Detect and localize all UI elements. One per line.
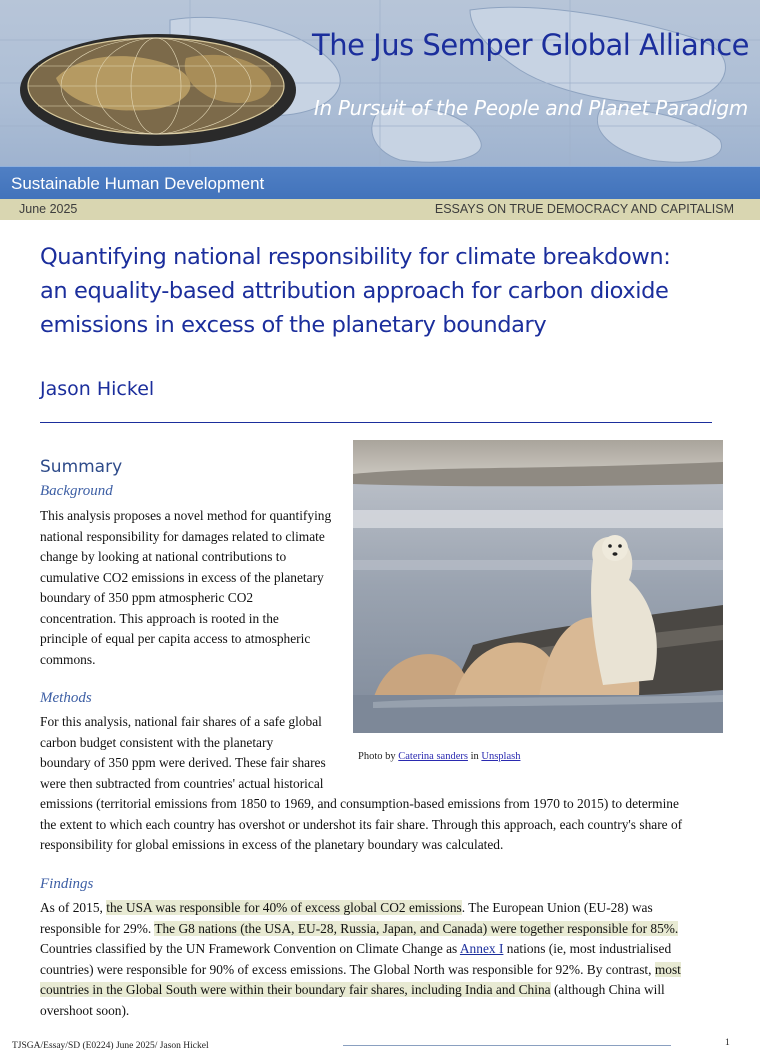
- header-banner: [0, 0, 760, 166]
- text-line: boundary of 350 ppm were derived. These fair shares: [40, 755, 326, 770]
- footer-reference: TJSGA/Essay/SD (E0224) June 2025/ Jason Hickel: [12, 1041, 209, 1051]
- text-line: cumulative CO2 emissions in excess of the planetary: [40, 569, 324, 585]
- text-line: This analysis proposes a novel method for quantifying: [40, 508, 332, 523]
- highlighted-text: The G8 nations (the USA, EU-28, Russia, Japan, and Canada) were together responsible for 85%.: [154, 920, 679, 936]
- organization-name: The Jus Semper Global Alliance: [312, 28, 749, 62]
- caption-mid: in: [467, 751, 482, 762]
- text-line: commons.: [40, 651, 96, 667]
- footer-divider: [343, 1045, 671, 1046]
- text-line: national responsibility for damages related to climate: [40, 528, 325, 544]
- text-run: Countries classified by the UN Framework Convention on Climate Change as: [40, 941, 460, 956]
- organization-tagline: In Pursuit of the People and Planet Paradigm: [313, 96, 748, 120]
- text-run: (although China will: [550, 982, 665, 997]
- text-run: nations (ie, most industrialised: [503, 941, 672, 956]
- text-line: [40, 980, 681, 1001]
- text-line: For this analysis, national fair shares of a safe global: [40, 714, 322, 729]
- text-line: [40, 898, 681, 919]
- text-run: countries) were responsible for 90% of excess emissions. The Global North was responsible for 92%. By contrast,: [40, 961, 655, 977]
- text-run: As of 2015,: [40, 900, 107, 915]
- text-line: change by looking at national contributions to: [40, 549, 287, 564]
- section-label: Sustainable Human Development: [11, 174, 265, 193]
- highlighted-text: most: [654, 961, 681, 977]
- findings-heading: Findings: [40, 876, 94, 892]
- text-line: [40, 919, 681, 940]
- text-line: responsibility for global emissions in excess of the planetary boundary was calculated.: [40, 837, 504, 852]
- series-label: ESSAYS ON TRUE DEMOCRACY AND CAPITALISM: [434, 202, 734, 216]
- globe-logo: [16, 18, 316, 158]
- section-bar: [0, 166, 760, 200]
- photographer-link[interactable]: Caterina sanders: [398, 751, 468, 762]
- text-run: . The European Union (EU-28) was: [461, 900, 653, 915]
- methods-paragraph: [40, 712, 682, 856]
- caption-prefix: Photo by: [358, 751, 399, 762]
- text-line: emissions (territorial emissions from 1850 to 1969, and consumption-based emissions from 1970 to 2015) to determine: [40, 796, 679, 811]
- highlighted-text: the USA was responsible for 40% of excess global CO2 emissions: [106, 900, 462, 915]
- text-line: principle of equal per capita access to atmospheric: [40, 631, 311, 646]
- title-line: an equality-based attribution approach for carbon dioxide: [40, 278, 669, 304]
- background-paragraph: [40, 506, 331, 670]
- article-title: [40, 240, 740, 342]
- text-line: were then subtracted from countries' actual historical: [40, 775, 324, 791]
- title-divider: [40, 422, 712, 423]
- background-heading: Background: [40, 483, 113, 499]
- findings-paragraph: [40, 898, 681, 1021]
- methods-heading: Methods: [40, 690, 92, 706]
- title-line: emissions in excess of the planetary boundary: [40, 312, 547, 338]
- annex-i-link[interactable]: Annex I: [459, 941, 504, 956]
- text-line: [40, 939, 681, 960]
- text-run: responsible for 29%.: [40, 920, 155, 936]
- issue-date: June 2025: [19, 202, 78, 216]
- highlighted-text: countries in the Global South were within their boundary fair shares, including India and China: [40, 982, 551, 997]
- unsplash-link[interactable]: Unsplash: [481, 751, 521, 762]
- text-line: [40, 960, 681, 981]
- text-line: concentration. This approach is rooted in the: [40, 610, 279, 626]
- page-number: 1: [725, 1038, 730, 1048]
- text-line: boundary of 350 ppm atmospheric CO2: [40, 590, 254, 605]
- article-author: Jason Hickel: [40, 378, 155, 400]
- title-line: Quantifying national responsibility for climate breakdown:: [40, 244, 671, 270]
- summary-heading: Summary: [40, 457, 123, 477]
- date-bar: [0, 199, 760, 220]
- text-line: carbon budget consistent with the planetary: [40, 734, 274, 750]
- polar-bear-photo: [353, 440, 723, 733]
- text-line: the extent to which each country has overshot or undershot its fair share. Through this approach, each country's share of: [40, 816, 683, 832]
- text-line: overshoot soon).: [40, 1002, 130, 1018]
